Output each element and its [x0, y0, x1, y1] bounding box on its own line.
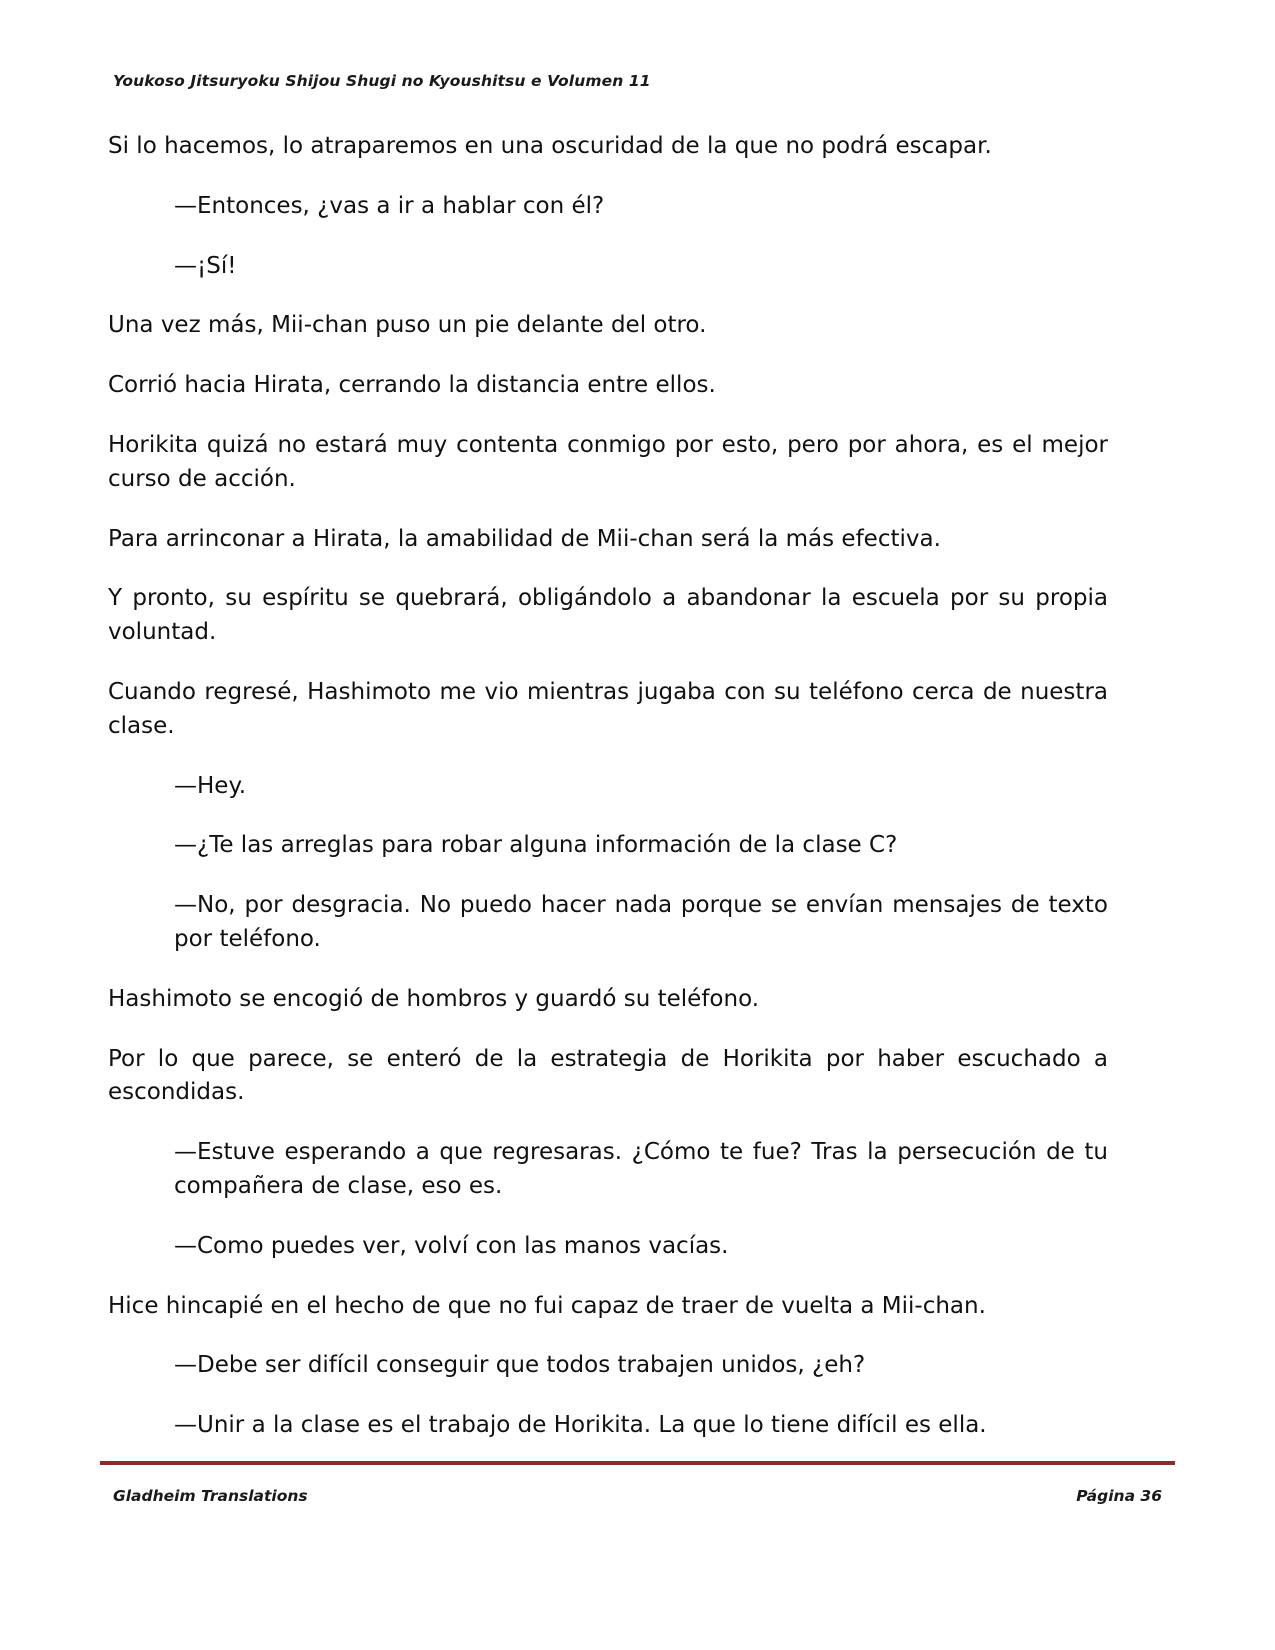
paragraph: Por lo que parece, se enteró de la estrategia de Horikita por haber escuchado a escondidas.	[108, 1045, 1108, 1106]
page-header: Youkoso Jitsuryoku Shijou Shugi no Kyoushitsu e Volumen 11	[113, 72, 651, 90]
dialogue-line: —Estuve esperando a que regresaras. ¿Cómo te fue? Tras la persecución de tu compañera de clase, eso es.	[174, 1139, 1108, 1199]
paragraph: Si lo hacemos, lo atraparemos en una oscuridad de la que no podrá escapar.	[108, 133, 992, 159]
paragraph: Cuando regresé, Hashimoto me vio mientras jugaba con su teléfono cerca de nuestra clase.	[108, 678, 1108, 739]
page-number: Página 36	[1076, 1487, 1162, 1505]
paragraph: Hice hincapié en el hecho de que no fui capaz de traer de vuelta a Mii-chan.	[108, 1292, 986, 1319]
page-footer	[113, 1487, 1162, 1505]
paragraph: Hashimoto se encogió de hombros y guardó su teléfono.	[108, 985, 760, 1012]
footer-divider	[100, 1461, 1175, 1465]
paragraph: Para arrinconar a Hirata, la amabilidad de Mii-chan será la más efectiva.	[108, 525, 941, 552]
page-body	[108, 130, 1108, 1469]
dialogue-line: —Como puedes ver, volví con las manos vacías.	[174, 1232, 729, 1259]
dialogue-line: —No, por desgracia. No puedo hacer nada porque se envían mensajes de texto por teléfono.	[174, 892, 1108, 952]
paragraph: Corrió hacia Hirata, cerrando la distancia entre ellos.	[108, 372, 716, 399]
dialogue-line: —Debe ser difícil conseguir que todos trabajen unidos, ¿eh?	[174, 1352, 866, 1379]
dialogue-line: —Entonces, ¿vas a ir a hablar con él?	[174, 192, 605, 219]
paragraph: Horikita quizá no estará muy contenta conmigo por esto, pero por ahora, es el mejor curso de acción.	[108, 431, 1108, 492]
dialogue-line: —Hey.	[174, 772, 247, 799]
dialogue-line: —Unir a la clase es el trabajo de Horikita. La que lo tiene difícil es ella.	[174, 1412, 987, 1439]
dialogue-line: —¡Sí!	[174, 252, 237, 279]
dialogue-line: —¿Te las arreglas para robar alguna información de la clase C?	[174, 832, 898, 859]
paragraph: Una vez más, Mii-chan puso un pie delante del otro.	[108, 312, 707, 339]
paragraph: Y pronto, su espíritu se quebrará, obligándolo a abandonar la escuela por su propia voluntad.	[108, 585, 1108, 646]
footer-translator-credit: Gladheim Translations	[113, 1487, 308, 1505]
